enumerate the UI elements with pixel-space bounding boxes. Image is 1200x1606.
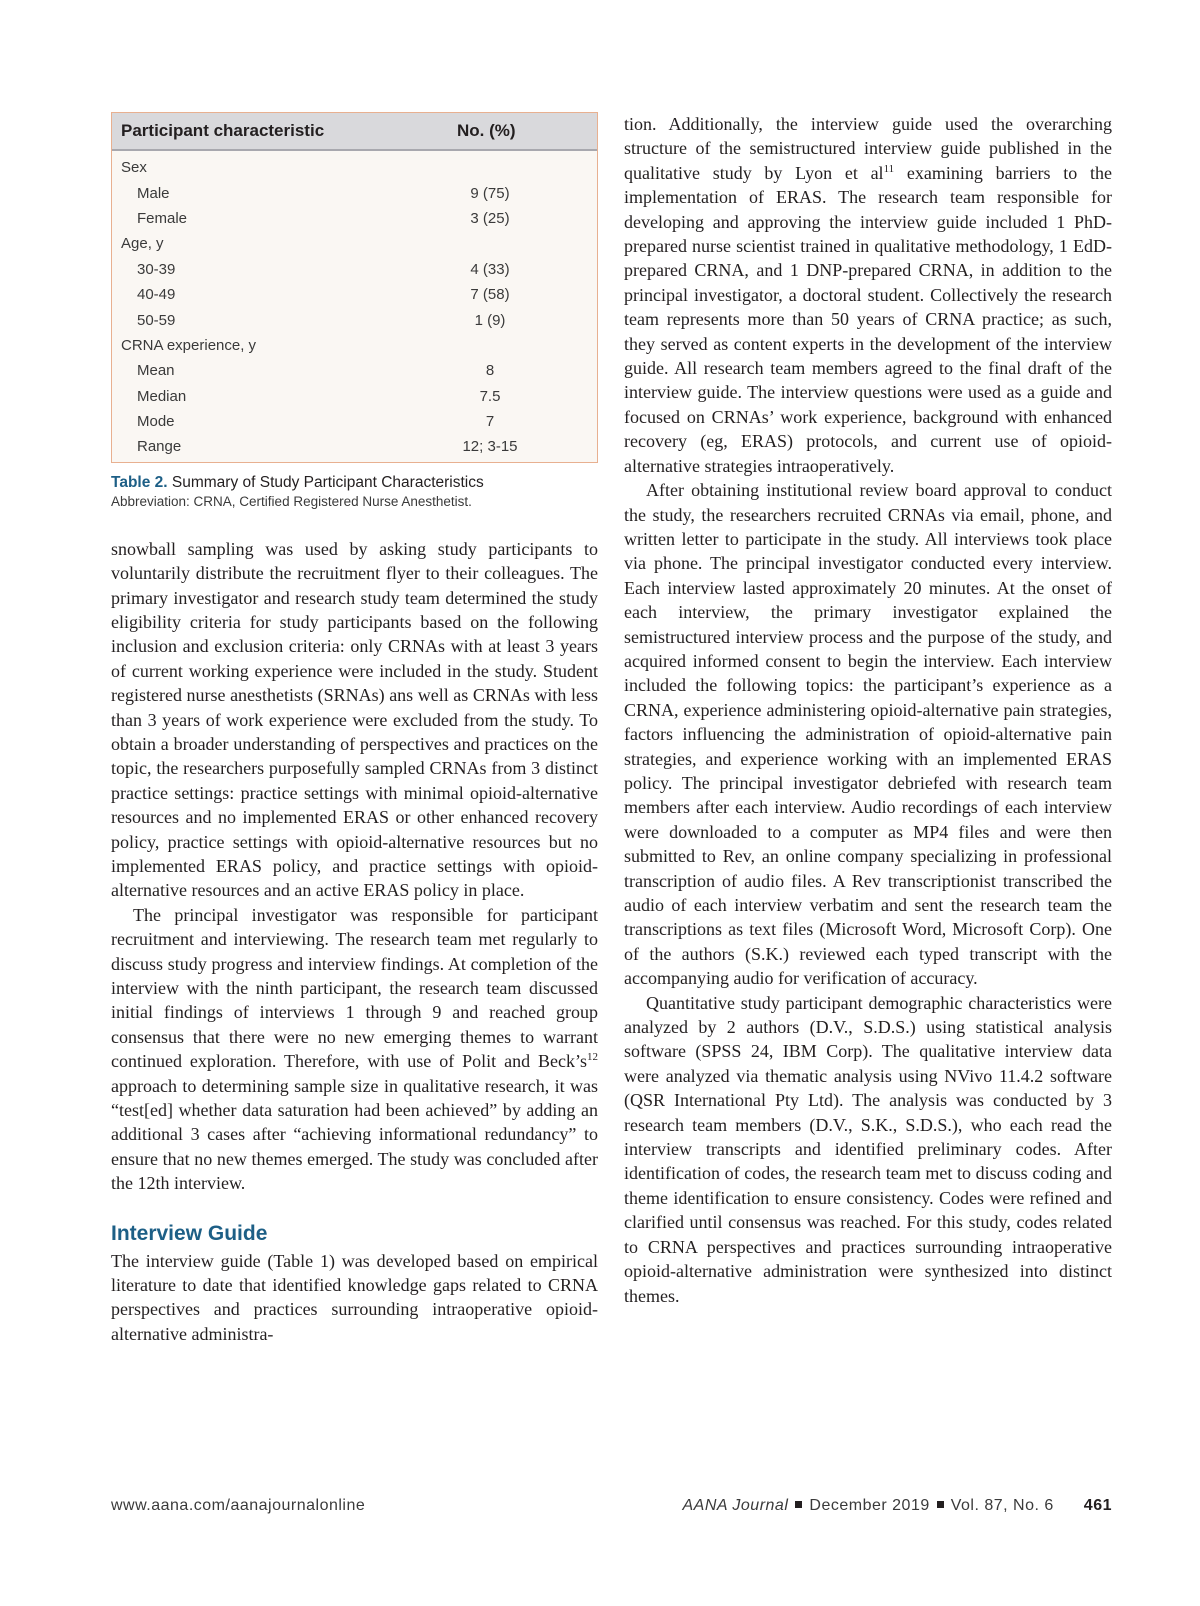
table-caption-text: Summary of Study Participant Characteristics [171,473,484,491]
paragraph-recruitment-a: The principal investigator was responsible for participant recruitment and interviewing. The research team met regularly to discuss study progress and interview findings. At completion of the interview with the ninth participant, the research team discussed initial findings of interviews 1 through 9 and reached group consensus that there were no new emerging themes to warrant continued exploration. Therefore, with use of Polit and Beck’s [111,904,598,1072]
row-value: 4 (33) [470,260,510,278]
row-label: Range [137,438,182,456]
citation-12: 12 [587,1051,598,1064]
paragraph-guide-structure-b: examining barriers to the implementation of ERAS. The research team responsible for developing and approving the interview guide included 1 PhD-prepared nurse scientist trained in qualitative methodology, 1 EdD-prepared CRNA, and 1 DNP-prepared CRNA, in addition to the principal investigator, a doctoral student. Collectively the research team represents more than 50 years of CRNA practice; as such, they served as content experts in the development of the interview guide. All research team members agreed to the final draft of the interview guide. The interview questions were used as a guide and focused on CRNAs’ work experience, background with enhanced recovery (eg, ERAS) protocols, and current use of opioid-alternative strategies intraoperatively. [624,162,1112,476]
row-label: 50-59 [137,311,176,329]
citation-11: 11 [883,162,895,175]
row-value: 7 [485,413,495,431]
row-value: 12; 3-15 [462,438,518,456]
row-label: Median [137,387,187,405]
paragraph-sampling: snowball sampling was used by asking study participants to voluntarily distribute the recruitment flyer to their colleagues. The primary investigator and research study team determined the study eligibility criteria for study participants based on the following inclusion and exclusion criteria: only CRNAs with at least 3 years of current working experience were included in the study. Student registered nurse anesthetists (SRNAs) ans well as CRNAs with less than 3 years of work experience were excluded from the study. To obtain a broader understanding of perspectives and practices on the topic, the researchers purposefully sampled CRNAs from 3 distinct practice settings: practice settings with minimal opioid-alternative resources and no implemented ERAS or other enhanced recovery policy, practice settings with opioid-alternative resources but no implemented ERAS policy, and practice settings with opioid-alternative resources and an active ERAS policy in place. [111,538,598,901]
table-header-count: No. (%) [457,121,516,140]
paragraph-recruitment-b: approach to determining sample size in qualitative research, it was “test[ed] whether data saturation had been achieved” by adding an additional 3 cases after “achieving informational redundancy” to ensure that no new themes emerged. The study was concluded after the 12th interview. [111,1075,598,1194]
table-row [112,231,597,256]
paragraph-procedure: After obtaining institutional review board approval to conduct the study, the researchers recruited CRNAs via email, phone, and written letter to participate in the study. All interviews took place via phone. The principal investigator conducted every interview. Each interview lasted approximately 20 minutes. At the onset of each interview, the primary investigator explained the semistructured interview process and the purpose of the study, and acquired informed consent to begin the interview. Each interview included the following topics: the participant’s experience as a CRNA, experience administering opioid-alternative pain strategies, factors influencing the administration of opioid-alternative pain strategies, and experience working with an implemented ERAS policy. The principal investigator debriefed with research team members after each interview. Audio recordings of each interview were downloaded to a computer as MP4 files and were then submitted to Rev, an online company specializing in professional transcription of audio files. A Rev transcriptionist transcribed the audio of each interview verbatim and sent the research team the transcriptions as text files (Microsoft Word, Microsoft Corp). One of the authors (S.K.) reviewed each typed transcript with the accompanying audio for verification of accuracy. [624,480,1112,989]
row-value: 7.5 [479,387,501,405]
table-header-characteristic: Participant characteristic [121,121,325,140]
row-label: Sex [121,159,147,177]
paragraph-guide-structure-a: tion. Additionally, the interview guide used the overarching structure of the semistructured interview guide published in the qualitative study by Lyon et al [624,114,1112,183]
table-header [112,113,597,151]
paragraph-analysis: Quantitative study participant demographic characteristics were analyzed by 2 authors (D.V., S.D.S.) using statistical analysis software (SPSS 24, IBM Corp). The qualitative interview data were analyzed via thematic analysis using NVivo 11.4.2 software (QSR International Pty Ltd). The analysis was conducted by 3 research team members (D.V., S.K., S.D.S.), who each read the interview transcripts and identified preliminary codes. After identification of codes, the research team met to discuss coding and theme identification to ensure consistency. Codes were refined and clarified until consensus was reached. For this study, codes related to CRNA perspectives and practices surrounding intraoperative opioid-alternative administration were synthesized into distinct themes. [624,992,1112,1306]
paragraph-guide-structure [624,112,1112,478]
row-label: Mode [137,413,175,431]
table-row [112,257,597,282]
table-row [112,307,597,332]
table-caption-label: Table 2. [111,473,168,491]
paragraph-interview-guide: The interview guide (Table 1) was developed based on empirical literature to date that identified knowledge gaps related to CRNA perspectives and practices surrounding intraoperative opioid-alternative administra- [111,1250,598,1344]
table-row [112,409,597,434]
paragraph-recruitment [111,903,598,1196]
table-row [112,180,597,205]
footer-citation [682,1497,1112,1515]
table-abbreviation: Abbreviation: CRNA, Certified Registered Nurse Anesthetist. [111,493,472,509]
row-label: 40-49 [137,286,176,304]
row-value: 9 (75) [470,184,510,202]
footer-date: December 2019 [809,1497,930,1514]
table-row [112,333,597,358]
table-row [112,384,597,409]
row-label: Female [137,209,188,227]
left-column [111,112,598,1346]
row-label: 30-39 [137,260,176,278]
table-row [112,434,597,459]
row-label: Age, y [121,235,164,253]
footer-volume: Vol. 87, No. 6 [950,1497,1054,1514]
table-row [112,155,597,180]
footer-journal: AANA Journal [682,1497,789,1514]
square-bullet-icon [795,1501,802,1508]
table-body [112,151,597,462]
right-column [624,112,1112,1308]
square-bullet-icon [937,1501,944,1508]
page-footer [111,1497,1112,1521]
row-value: 8 [485,362,495,380]
row-value: 1 (9) [474,311,506,329]
row-label: Mean [137,362,175,380]
row-value: 3 (25) [470,209,510,227]
footer-url: www.aana.com/aanajournalonline [111,1497,366,1514]
table-caption [111,473,598,493]
table-row [112,358,597,383]
table-row [112,282,597,307]
row-label: Male [137,184,170,202]
row-label: CRNA experience, y [121,336,257,354]
section-heading-interview-guide: Interview Guide [111,1221,268,1245]
page-number: 461 [1083,1497,1112,1514]
participant-table [111,112,598,463]
table-row [112,206,597,231]
row-value: 7 (58) [470,286,510,304]
